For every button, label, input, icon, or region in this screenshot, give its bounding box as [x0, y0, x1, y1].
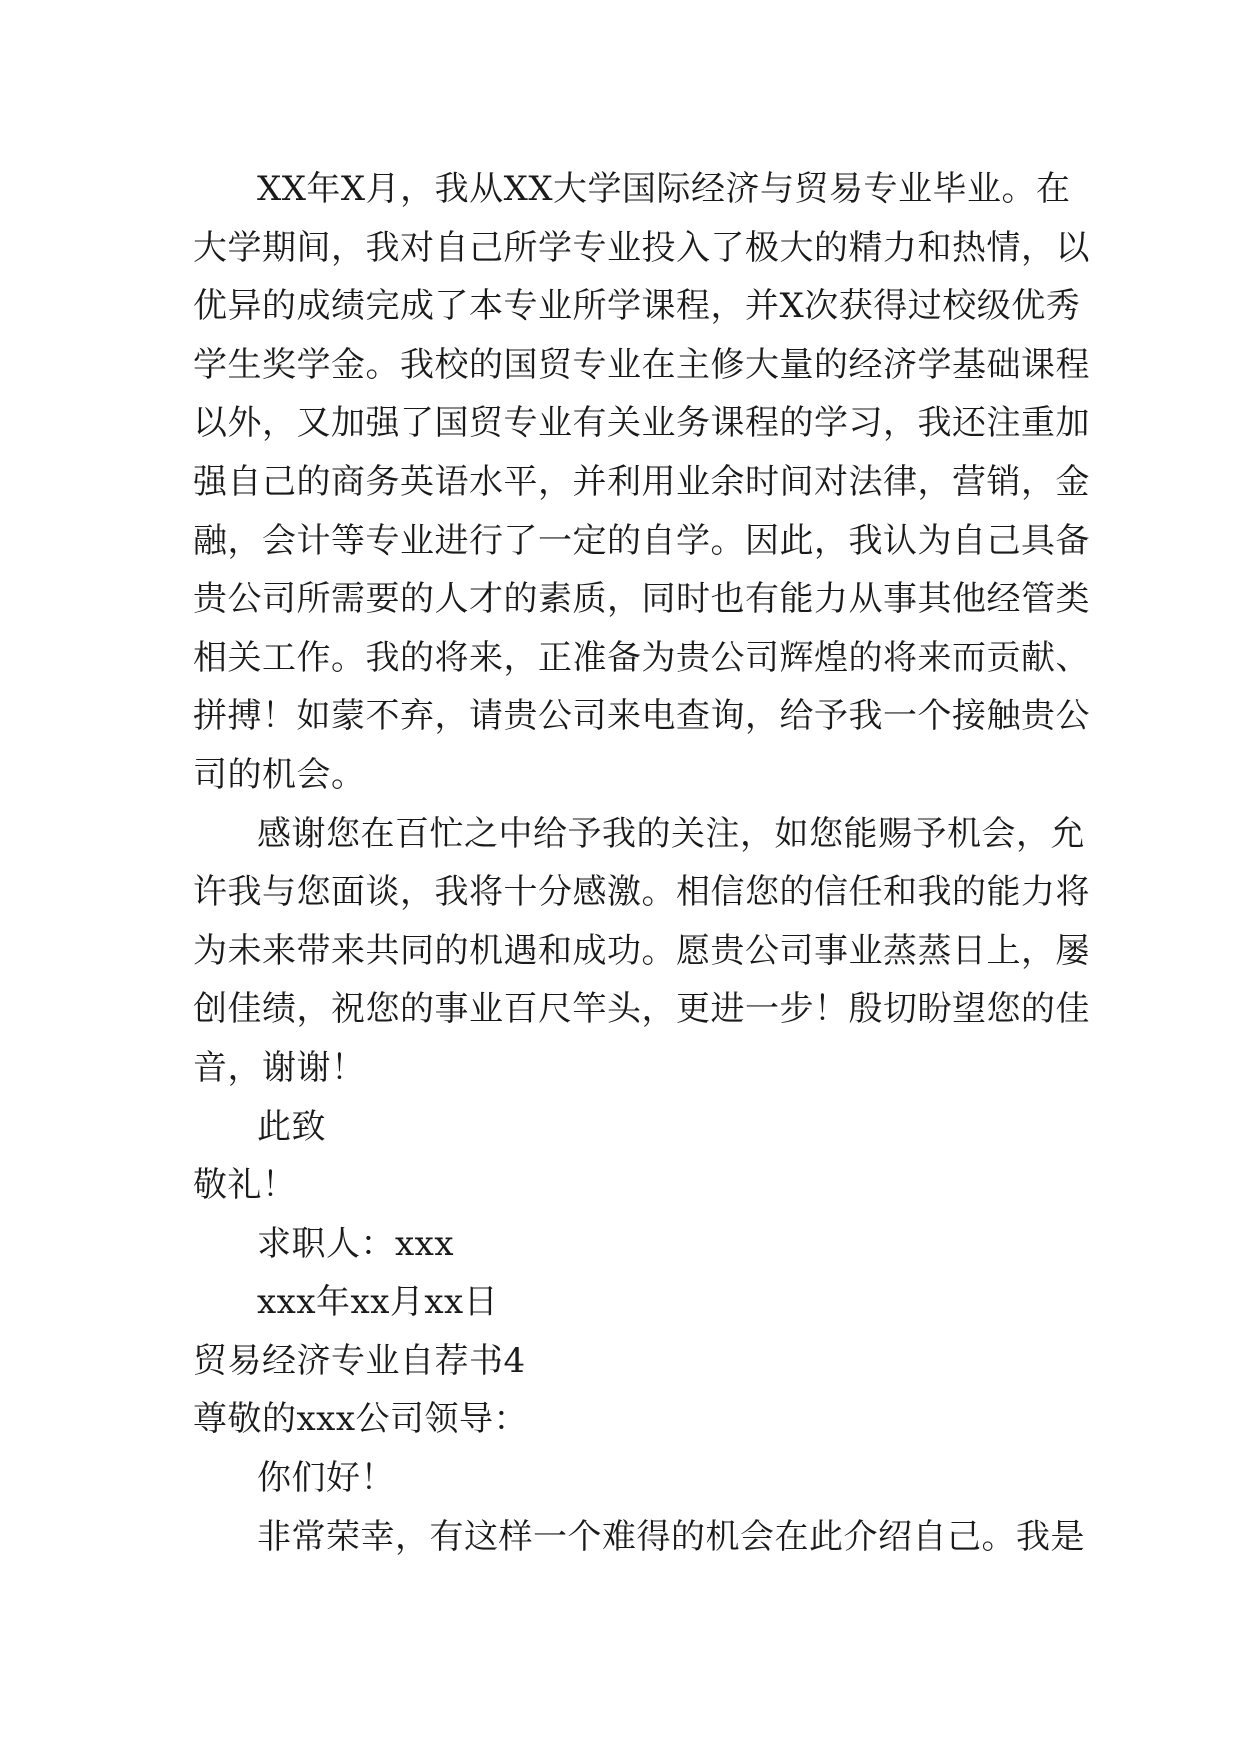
text-line: 音，谢谢！	[193, 1047, 366, 1088]
text-line: 学生奖学金。我校的国贸专业在主修大量的经济学基础课程	[193, 344, 1090, 385]
text-line: 感谢您在百忙之中给予我的关注，如您能赐予机会，允	[257, 813, 1085, 854]
text-line: XX年X月，我从XX大学国际经济与贸易专业毕业。在	[257, 169, 1071, 209]
text-line: 拼搏！如蒙不弃，请贵公司来电查询，给予我一个接触贵公	[193, 696, 1090, 737]
closing-salutation: 此致	[257, 1106, 326, 1147]
text-line: 许我与您面谈，我将十分感激。相信您的信任和我的能力将	[193, 872, 1090, 913]
text-line: 大学期间，我对自己所学专业投入了极大的精力和热情，以	[193, 227, 1090, 268]
text-line: 以外，又加强了国贸专业有关业务课程的学习，我还注重加	[193, 403, 1090, 444]
text-line: 贵公司所需要的人才的素质，同时也有能力从事其他经管类	[193, 579, 1090, 620]
letter-body	[193, 160, 1090, 1566]
text-line: 为未来带来共同的机遇和成功。愿贵公司事业蒸蒸日上，屡	[193, 930, 1090, 971]
greeting: 你们好！	[257, 1458, 395, 1499]
closing-regards: 敬礼！	[193, 1165, 297, 1206]
section-title: 贸易经济专业自荐书4	[193, 1340, 526, 1381]
text-line: 非常荣幸，有这样一个难得的机会在此介绍自己。我是	[257, 1516, 1085, 1557]
text-line: 优异的成绩完成了本专业所学课程，并X次获得过校级优秀	[193, 286, 1081, 327]
text-line: 司的机会。	[193, 754, 366, 795]
applicant-signature: 求职人：xxx	[257, 1223, 455, 1264]
recipient-salutation: 尊敬的xxx公司领导：	[193, 1399, 529, 1440]
text-line: 强自己的商务英语水平，并利用业余时间对法律，营销，金	[193, 461, 1090, 502]
text-line: 相关工作。我的将来，正准备为贵公司辉煌的将来而贡献、	[193, 637, 1090, 678]
text-line: 创佳绩，祝您的事业百尺竿头，更进一步！殷切盼望您的佳	[193, 989, 1090, 1030]
text-line: 融，会计等专业进行了一定的自学。因此，我认为自己具备	[193, 520, 1090, 561]
letter-date: xxx年xx月xx日	[257, 1282, 499, 1323]
